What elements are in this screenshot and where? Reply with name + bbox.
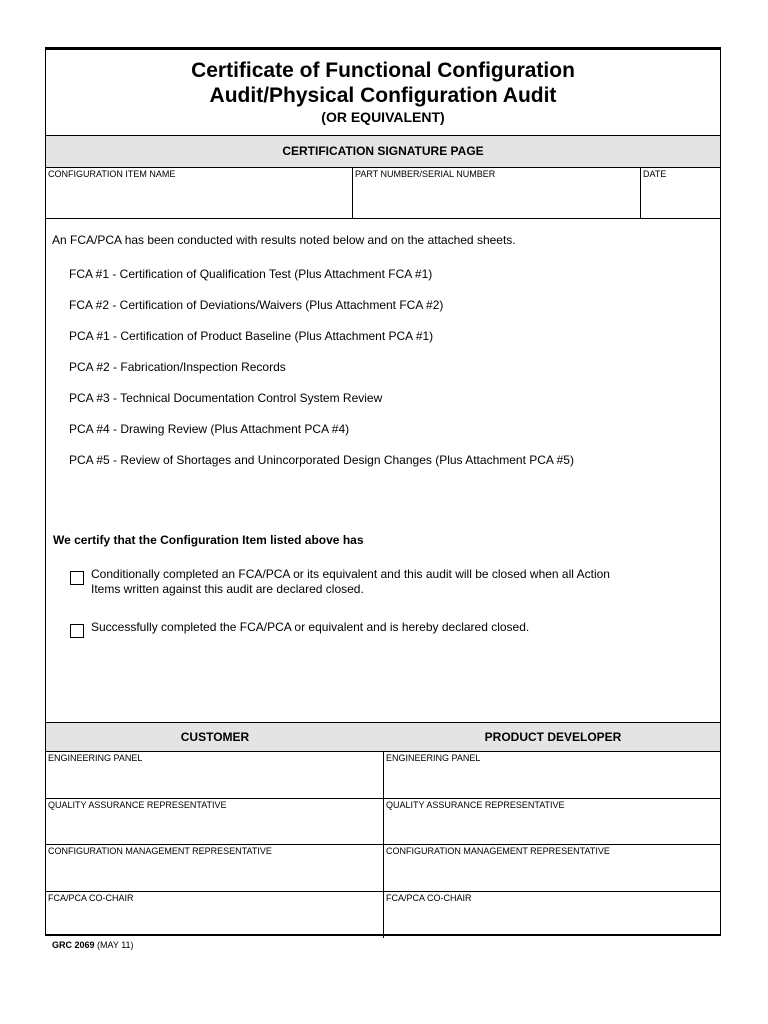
customer-engineering-panel-field[interactable] xyxy=(46,752,384,798)
developer-co-chair-field[interactable] xyxy=(384,892,722,939)
form-revision: (MAY 11) xyxy=(97,940,134,950)
title-block xyxy=(46,50,720,136)
customer-quality-assurance-field[interactable] xyxy=(46,799,384,845)
part-number-label: PART NUMBER/SERIAL NUMBER xyxy=(355,169,496,179)
customer-co-chair-field[interactable] xyxy=(46,892,384,939)
certificate-form xyxy=(45,47,721,936)
info-row xyxy=(46,168,720,219)
developer-engineering-panel-field[interactable] xyxy=(384,752,722,798)
audit-item: FCA #2 - Certification of Deviations/Waivers (Plus Attachment FCA #2) xyxy=(69,298,444,312)
configuration-item-name-label: CONFIGURATION ITEM NAME xyxy=(48,169,176,179)
signature-label: ENGINEERING PANEL xyxy=(48,753,143,763)
signature-grid xyxy=(46,752,720,938)
signature-label: QUALITY ASSURANCE REPRESENTATIVE xyxy=(386,799,565,810)
signature-page-header: CERTIFICATION SIGNATURE PAGE xyxy=(46,136,720,168)
signature-label: FCA/PCA CO-CHAIR xyxy=(48,892,134,903)
developer-configuration-management-field[interactable] xyxy=(384,845,722,891)
customer-configuration-management-field[interactable] xyxy=(46,845,384,891)
signature-row xyxy=(46,799,720,846)
certify-heading: We certify that the Configuration Item listed above has xyxy=(53,533,364,547)
conditional-option-text xyxy=(91,567,651,597)
signature-label: ENGINEERING PANEL xyxy=(386,753,481,763)
configuration-item-name-field[interactable] xyxy=(46,168,353,218)
form-footer xyxy=(52,940,134,950)
signature-row xyxy=(46,845,720,892)
date-field[interactable] xyxy=(641,168,722,218)
signature-row xyxy=(46,892,720,939)
form-title-line1: Certificate of Functional Configuration xyxy=(191,59,575,82)
conditional-checkbox[interactable] xyxy=(70,571,84,585)
signature-row xyxy=(46,752,720,799)
audit-item: PCA #3 - Technical Documentation Control System Review xyxy=(69,391,383,405)
signature-label: CONFIGURATION MANAGEMENT REPRESENTATIVE xyxy=(386,846,610,856)
form-subtitle: (OR EQUIVALENT) xyxy=(321,109,445,125)
signature-label: FCA/PCA CO-CHAIR xyxy=(386,892,472,903)
form-title-line2: Audit/Physical Configuration Audit xyxy=(209,84,557,107)
product-developer-header: PRODUCT DEVELOPER xyxy=(484,730,622,744)
roles-header xyxy=(46,722,720,752)
conditional-option-line2: Items written against this audit are declared closed. xyxy=(91,582,364,596)
developer-quality-assurance-field[interactable] xyxy=(384,799,722,845)
form-code: GRC 2069 xyxy=(52,940,95,950)
audit-item: PCA #1 - Certification of Product Baseline (Plus Attachment PCA #1) xyxy=(69,329,434,343)
conditional-option-line1: Conditionally completed an FCA/PCA or its equivalent and this audit will be closed when all Action xyxy=(91,567,610,581)
audit-item: PCA #2 - Fabrication/Inspection Records xyxy=(69,360,286,374)
customer-header: CUSTOMER xyxy=(180,730,250,744)
date-label: DATE xyxy=(643,169,667,179)
audit-item: PCA #5 - Review of Shortages and Unincorporated Design Changes (Plus Attachment PCA #5) xyxy=(69,453,574,467)
audit-item: PCA #4 - Drawing Review (Plus Attachment PCA #4) xyxy=(69,422,350,436)
successful-checkbox[interactable] xyxy=(70,624,84,638)
audit-item: FCA #1 - Certification of Qualification Test (Plus Attachment FCA #1) xyxy=(69,267,433,281)
intro-text: An FCA/PCA has been conducted with results noted below and on the attached sheets. xyxy=(52,233,516,247)
audit-item-list xyxy=(69,266,574,483)
signature-label: CONFIGURATION MANAGEMENT REPRESENTATIVE xyxy=(48,846,272,856)
signature-label: QUALITY ASSURANCE REPRESENTATIVE xyxy=(48,799,227,810)
part-number-field[interactable] xyxy=(353,168,641,218)
successful-option-text: Successfully completed the FCA/PCA or equivalent and is hereby declared closed. xyxy=(91,620,530,634)
